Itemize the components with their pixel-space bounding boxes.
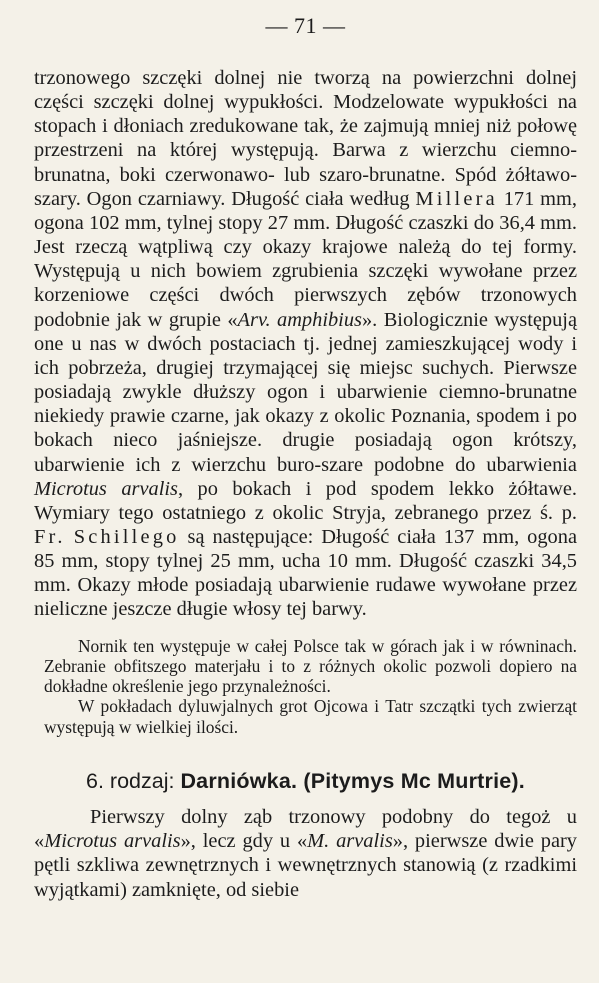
section-number: 6. rodzaj:	[86, 769, 181, 794]
species-name: Microtus arvalis	[34, 477, 178, 500]
text-segment: 171 mm, ogona 102 mm, tylnej stopy 27 mm. Długość czaszki do 36,4 mm. Jest rzeczą wątpliwą czy okazy krajowe należą do tej formy. Występują u nich bowiem zgrubienia szczęki wywołane przez korzeniowe części dwóch pierwszych zębów trzonowych podobnie jak w grupie «	[34, 187, 577, 331]
text-segment: , po bokach i pod spodem lekko żółtawe. Wymiary tego ostatniego z okolic Stryja, zebranego przez ś. p.	[34, 477, 577, 524]
section-heading	[34, 767, 577, 795]
species-name: Microtus arvalis	[44, 830, 181, 853]
page-number: — 71 —	[265, 13, 346, 38]
text-segment: są następujące: Długość ciała 137 mm, ogona 85 mm, stopy tylnej 25 mm, ucha 10 mm. Długość czaszki 34,5 mm. Okazy młode posiadają ubarwienie rudawe wywołane przez nieliczne jeszcze długie włosy tej barwy.	[34, 525, 577, 621]
paragraph-genus-description	[34, 805, 577, 902]
text-segment: Pierwszy dolny ząb trzonowy podobny do tegoż u «	[34, 806, 577, 853]
author-name-schille: Schillego	[73, 525, 180, 548]
text-segment: trzonowego szczęki dolnej nie tworzą na powierzchni dolnej części szczęki dolnej wypukłości. Modzelowate wypukłości na stopach i dłoniach zredukowane tak, że zajmują mniej niż połowę przestrzeni na której występują. Barwa z wierzchu ciemno-brunatna, boki czerwonawo- lub szaro-brunatne. Spód żółtawo-szary. Ogon czarniawy. Długość ciała według	[34, 67, 577, 210]
text-segment: ». Biologicznie występują one u nas w dwóch postaciach tj. jednej zamieszkującej wody i ich pobrzeża, drugiej trzymającej się miejsc suchych. Pierwsze posiadają zwykle dłuższy ogon i ubarwienie ciemno-brunatne niekiedy prawie czarne, jak okazy z okolic Poznania, spodem i po bokach nieco jaśniejsze. drugie posiadają ogon krótszy, ubarwienie ich z wierzchu buro-szare podobne do ubarwienia	[34, 308, 578, 476]
text-segment	[66, 526, 74, 548]
paragraph-species-description	[34, 66, 577, 622]
text-segment: », lecz gdy u «	[180, 830, 308, 853]
species-name: M. arvalis	[307, 830, 393, 853]
author-initial: Fr.	[34, 525, 66, 548]
section-title: Darniówka. (Pitymys Mc Murtrie).	[180, 769, 525, 794]
paragraph-distribution: Nornik ten występuje w całej Polsce tak w górach jak i w równinach. Zebranie obfitszego materjału i to z różnych okolic pozwoli dopiero na dokładne określenie jego przynależności.	[44, 635, 577, 697]
text-segment: », pierwsze dwie pary pętli szkliwa zewnętrznych i wewnętrznych stanowią (z rzadkimi wyjątkami) zamknięte, od siebie	[34, 830, 577, 901]
author-name-miller: Millera	[415, 187, 498, 210]
paragraph-fossil-record: W pokładach dyluwjalnych grot Ojcowa i Tatr szczątki tych zwierząt występują w wielkiej ilości.	[44, 696, 577, 737]
species-name: Arv. amphibius	[237, 308, 362, 331]
